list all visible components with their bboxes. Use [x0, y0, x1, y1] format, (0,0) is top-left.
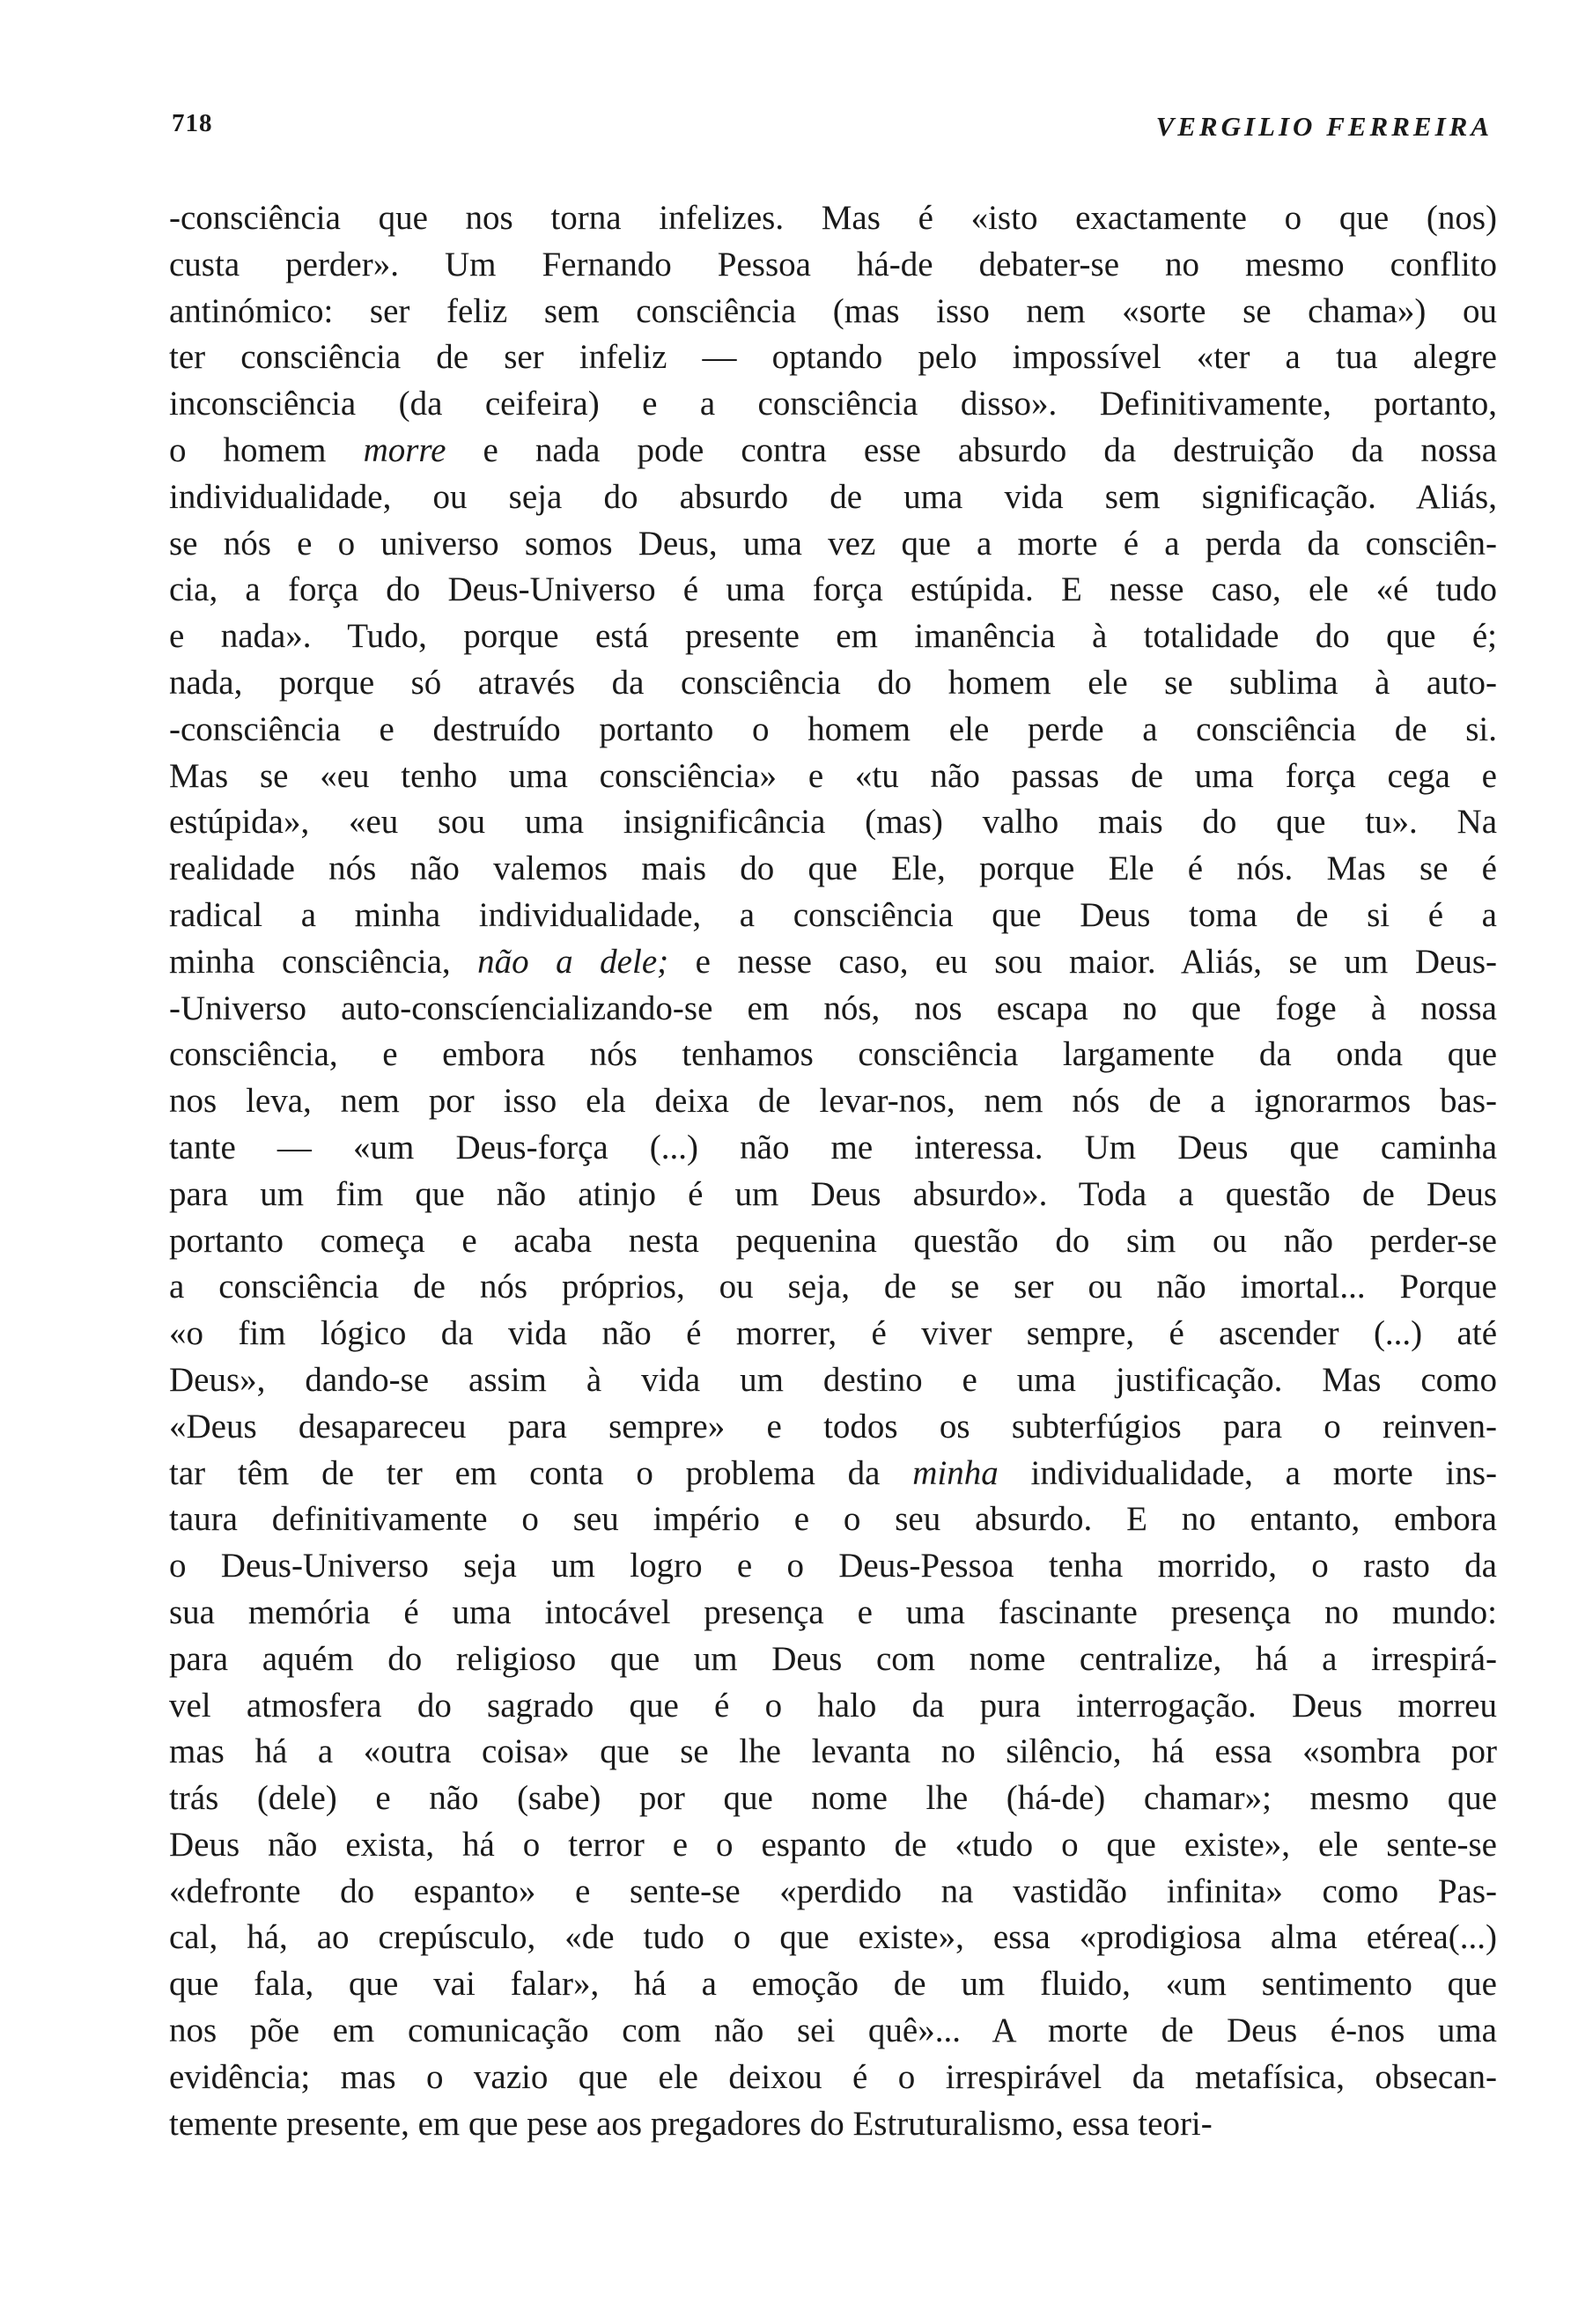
text-line: consciência, e embora nós tenhamos consciência largamente da onda que	[169, 1035, 1497, 1074]
text-line: para um fim que não atinjo é um Deus absurdo». Toda a questão de Deus	[169, 1174, 1497, 1213]
text-line: «Deus desapareceu para sempre» e todos os subterfúgios para o reinven-	[169, 1407, 1497, 1445]
text-line: nos põe em comunicação com não sei quê»... A morte de Deus é-nos uma	[169, 2011, 1497, 2050]
text-line: temente presente, em que pese aos pregadores do Estruturalismo, essa teori-	[169, 2104, 1213, 2143]
running-head: VERGILIO FERREIRA	[1155, 111, 1493, 142]
text-line: que fala, que vai falar», há a emoção de um fluido, «um sentimento que	[169, 1965, 1497, 2004]
text-line: tante — «um Deus-força (...) não me interessa. Um Deus que caminha	[169, 1128, 1497, 1166]
text-line: custa perder». Um Fernando Pessoa há-de debater-se no mesmo conflito	[169, 245, 1497, 283]
text-line: cia, a força do Deus-Universo é uma força estúpida. E nesse caso, ele «é tudo	[169, 570, 1497, 609]
text-line: para aquém do religioso que um Deus com nome centralize, há a irrespirá-	[169, 1639, 1497, 1678]
text-line: cal, há, ao crepúsculo, «de tudo o que existe», essa «prodigiosa alma etérea(...)	[169, 1918, 1497, 1957]
text-line: nada, porque só através da consciência do homem ele se sublima à auto-	[169, 663, 1497, 702]
text-line: estúpida», «eu sou uma insignificância (mas) valho mais do que tu». Na	[169, 803, 1497, 842]
text-line: portanto começa e acaba nesta pequenina questão do sim ou não perder-se	[169, 1221, 1497, 1260]
text-line: a consciência de nós próprios, ou seja, de se ser ou não imortal... Porque	[169, 1268, 1497, 1306]
italic-word: não a dele;	[477, 942, 669, 981]
text-line: inconsciência (da ceifeira) e a consciência disso». Definitivamente, portanto,	[169, 385, 1497, 423]
text-line: o homem morre e nada pode contra esse absurdo da destruição da nossa	[169, 430, 1497, 469]
text-line: evidência; mas o vazio que ele deixou é o irrespirável da metafísica, obsecan-	[169, 2057, 1497, 2096]
italic-word: morre	[363, 430, 446, 469]
text-line: tar têm de ter em conta o problema da minha individualidade, a morte ins-	[169, 1453, 1497, 1492]
text-line: taura definitivamente o seu império e o seu absurdo. E no entanto, embora	[169, 1500, 1497, 1539]
text-line: antinómico: ser feliz sem consciência (mas isso nem «sorte se chama») ou	[169, 291, 1497, 330]
text-line: mas há a «outra coisa» que se lhe levanta no silêncio, há essa «sombra por	[169, 1732, 1497, 1771]
text-line: «o fim lógico da vida não é morrer, é viver sempre, é ascender (...) até	[169, 1314, 1497, 1353]
text-line: Deus não exista, há o terror e o espanto de «tudo o que existe», ele sente-se	[169, 1825, 1497, 1864]
text-line: se nós e o universo somos Deus, uma vez que a morte é a perda da consciên-	[169, 524, 1497, 563]
text-line: «defronte do espanto» e sente-se «perdido na vastidão infinita» como Pas-	[169, 1872, 1497, 1910]
text-line: -consciência que nos torna infelizes. Mas é «isto exactamente o que (nos)	[169, 199, 1497, 237]
italic-word: minha	[912, 1453, 999, 1492]
body-text	[169, 195, 1497, 2147]
text-line: e nada». Tudo, porque está presente em imanência à totalidade do que é;	[169, 617, 1497, 656]
text-line: -consciência e destruído portanto o homem ele perde a consciência de si.	[169, 710, 1497, 748]
text-line: o Deus-Universo seja um logro e o Deus-Pessoa tenha morrido, o rasto da	[169, 1547, 1497, 1585]
text-line: Deus», dando-se assim à vida um destino e uma justificação. Mas como	[169, 1360, 1497, 1399]
page-number: 718	[172, 109, 213, 137]
text-line: nos leva, nem por isso ela deixa de levar-nos, nem nós de a ignorarmos bas-	[169, 1082, 1497, 1121]
text-line: Mas se «eu tenho uma consciência» e «tu não passas de uma força cega e	[169, 756, 1497, 795]
text-line: trás (dele) e não (sabe) por que nome lhe (há-de) chamar»; mesmo que	[169, 1779, 1497, 1818]
text-line: sua memória é uma intocável presença e uma fascinante presença no mundo:	[169, 1592, 1497, 1631]
text-line: radical a minha individualidade, a consciência que Deus toma de si é a	[169, 895, 1497, 934]
text-line: -Universo auto-conscíencializando-se em nós, nos escapa no que foge à nossa	[169, 989, 1497, 1027]
text-line: ter consciência de ser infeliz — optando pelo impossível «ter a tua alegre	[169, 338, 1497, 377]
text-line: minha consciência, não a dele; e nesse caso, eu sou maior. Aliás, se um Deus-	[169, 942, 1497, 981]
text-line: realidade nós não valemos mais do que Ele, porque Ele é nós. Mas se é	[169, 849, 1497, 888]
text-line: individualidade, ou seja do absurdo de uma vida sem significação. Aliás,	[169, 477, 1497, 516]
text-line: vel atmosfera do sagrado que é o halo da pura interrogação. Deus morreu	[169, 1686, 1497, 1725]
